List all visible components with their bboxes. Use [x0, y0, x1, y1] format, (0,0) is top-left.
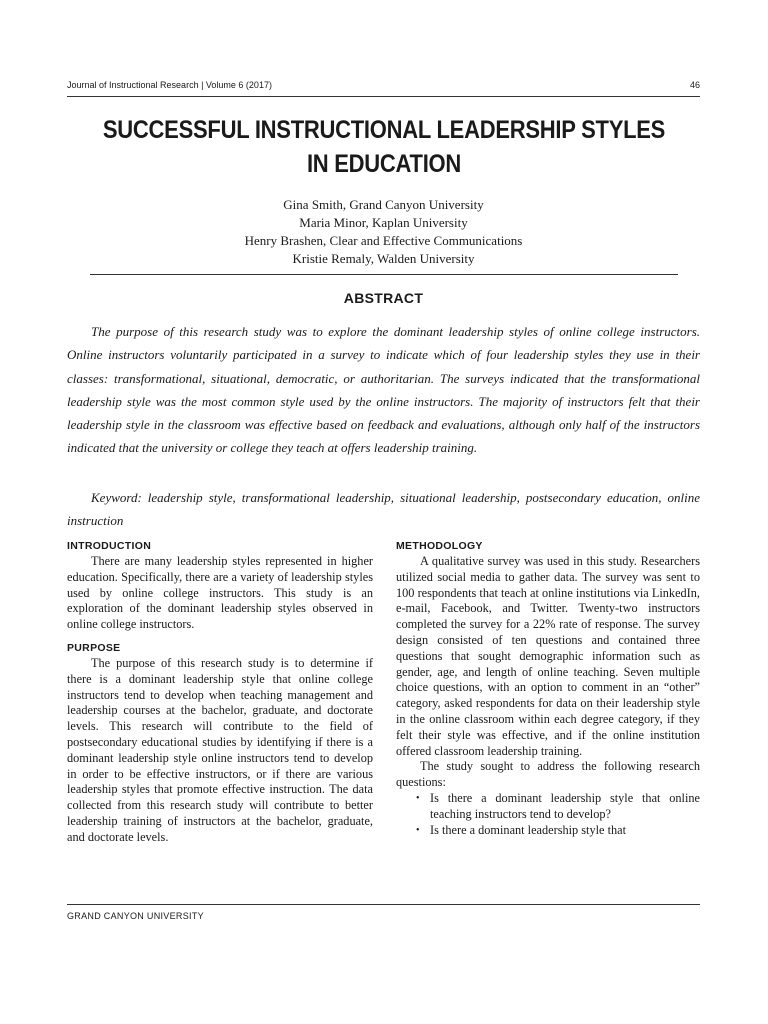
running-footer: GRAND CANYON UNIVERSITY [67, 911, 204, 921]
keywords: Keyword: leadership style, transformational leadership, situational leadership, postsecondary education, online instruction [67, 490, 700, 528]
left-column [67, 539, 373, 846]
running-header [67, 80, 700, 97]
purpose-text: The purpose of this research study is to determine if there is a dominant leadership style that online college instructors tend to develop when teaching management and leadership courses at the bachelor, graduate, and doctorate levels. This research will contribute to the field of postsecondary educational studies by identifying if there is a dominant leadership style online instructors tend to develop in order to be effective instructors, or if there are various leadership styles that promote effective instruction. The data collected from this research study will contribute to better leadership training of instructors at the bachelor, graduate, and doctorate levels. [67, 655, 373, 844]
right-column [396, 539, 700, 838]
bullet-icon: • [416, 792, 420, 804]
introduction-heading: INTRODUCTION [67, 540, 152, 552]
research-questions-list [396, 791, 700, 838]
list-item: • Is there a dominant leadership style that online teaching instructors tend to develop? [416, 790, 700, 821]
purpose-heading: PURPOSE [67, 641, 121, 654]
list-item: • Is there a dominant leadership style that [416, 822, 627, 837]
author-list [67, 196, 700, 268]
research-questions-intro: The study sought to address the following research questions: [396, 759, 700, 790]
methodology-text: A qualitative survey was used in this study. Researchers utilized social media to gather data. The survey was sent to 100 respondents that teach at online institutions via LinkedIn, e-mail, Facebook, and Twitter. Twenty-two instructors completed the survey for a 22% rate of response. The survey design consisted of ten questions and contained three questions that sought demographic information such as gender, age, and length of online teaching. Seven multiple choice questions, with an option to comment in an “other” category, asked respondents for data on their leadership style in the online classroom within each degree category, if they felt their style was effective, and if the online institution offered classroom leadership training. [396, 554, 700, 758]
author: Maria Minor, Kaplan University [299, 215, 468, 230]
author: Kristie Remaly, Walden University [292, 251, 475, 266]
introduction-text: There are many leadership styles represented in higher education. Specifically, there are a variety of leadership styles used by online college instructors. This study is an exploration of the dominant leadership styles observed in online college instructors. [67, 554, 373, 632]
footer-divider [67, 904, 700, 905]
author: Gina Smith, Grand Canyon University [283, 197, 484, 212]
page-number: 46 [689, 80, 700, 90]
author: Henry Brashen, Clear and Effective Communications [244, 233, 523, 248]
authors-divider [90, 274, 678, 275]
abstract-text: The purpose of this research study was to explore the dominant leadership styles of online college instructors. Online instructors voluntarily participated in a survey to indicate which of four leadership styles they use in their classes: transformational, situational, democratic, or authoritarian. The surveys indicated that the transformational leadership style was the most common style used by the online instructors. The majority of instructors felt that their leadership style in the classroom was effective based on feedback and evaluations, although only half of the instructors indicated that the university or college they teach at offers leadership training. [67, 324, 700, 456]
methodology-heading: METHODOLOGY [396, 540, 483, 552]
journal-name: Journal of Instructional Research | Volume 6 (2017) [67, 80, 272, 90]
title-line-1: SUCCESSFUL INSTRUCTIONAL LEADERSHIP STYLES [102, 116, 666, 144]
abstract-heading: ABSTRACT [343, 290, 424, 306]
bullet-icon: • [416, 824, 420, 836]
paper-title [81, 113, 686, 181]
title-line-2: IN EDUCATION [306, 150, 462, 178]
